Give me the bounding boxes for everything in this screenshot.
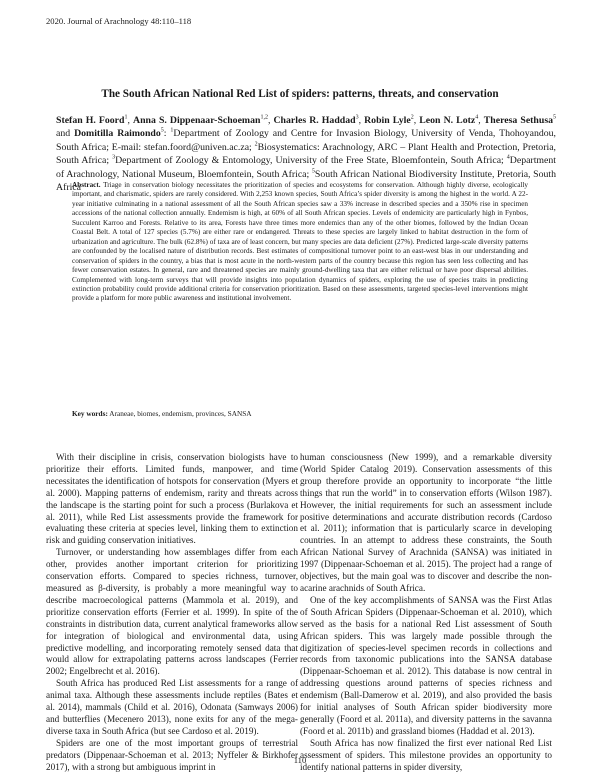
affiliation-text: Department of Zoology and Centre for Invasion Biology, University of Venda, Thohoyandou, South Africa; E-mail: stefan.foord@univen.ac.za xyxy=(56,128,556,153)
keywords-label: Key words: xyxy=(72,409,108,418)
paragraph: Turnover, or understanding how assemblages differ from each other, provides another important criterion for prioritizing conservation efforts. Compared to species richness, turnover, measured as β-diversity, is probably a more meaningful way to describe macroecological patterns (Mammola et al. 2019), and prioritize conservation efforts (Ferrier et al. 1999). In spite of the constraints in distribution data, current analytical frameworks allow for integration of biological and environmental data, using predictive modelling, and incorporating remotely sensed data that would allow for extrapolating patterns across landscapes (Ferrier 2002; Engelbrecht et al. 2016). xyxy=(46,547,298,677)
paragraph: South Africa has now finalized the first ever national Red List assessment of spiders. This milestone provides an opportunity to identify national patterns in spider diversity, xyxy=(300,737,552,772)
affiliation-number: 2 xyxy=(254,141,258,148)
author-name: Leon N. Lotz xyxy=(419,115,476,126)
affiliation-text: Department of Zoology & Entomology, University of the Free State, Bloemfontein, South Africa xyxy=(115,155,502,167)
body-column-left xyxy=(46,452,298,773)
affiliation-number: 1 xyxy=(170,128,174,135)
paragraph: Spiders are one of the most important groups of terrestrial predators (Dippenaar-Schoeman et al. 2013; Nyffeler & Birkhofer 2017), with a strong but ambiguous imprint in xyxy=(46,737,298,772)
abstract xyxy=(72,181,528,304)
authors-block: Stefan H. Foord$^1$, Anna S. Dippenaar-Schoeman$^{1,2}$, Charles R. Haddad$^3$, Robin Lyle$^2$, Leon N. Lotz$^4$, Theresa Sethusa$^5$ and Domitilla Raimondo$^5$: $^1$Department of Zoology and Centre for Invasion Biology, University of Venda, Thohoyandou, South Africa; E-mail: stefan.foord@univen.ac.za; $^2$Biosystematics: Arachnology, ARC – Plant Health and Protection, Pretoria, South Africa; $^3$Department of Zoology & Entomology, University of the Free State, Bloemfontein, South Africa; $^4$Department of Arachnology, National Museum, Bloemfontein, South Africa; $^5$South African National Biodiversity Institute, Pretoria, South Africa xyxy=(56,114,557,194)
affiliation-number: 3 xyxy=(112,154,116,161)
author-name: Anna S. Dippenaar-Schoeman xyxy=(133,115,261,126)
running-head: 2020. Journal of Arachnology 48:110–118 xyxy=(46,16,192,26)
author-name: Robin Lyle xyxy=(364,115,411,126)
affiliation-text: Biosystematics: Arachnology, ARC – Plant Health and Protection, Pretoria, South Africa xyxy=(56,141,556,167)
author-affiliation-marker: 1,2 xyxy=(260,114,268,121)
keywords-text: Araneae, biomes, endemism, provinces, SANSA xyxy=(109,409,252,418)
abstract-label: Abstract. xyxy=(72,181,101,189)
author-name: Stefan H. Foord xyxy=(56,115,125,126)
body-column-right xyxy=(300,452,552,773)
affiliation-text: South African National Biodiversity Institute, Pretoria, South Africa xyxy=(56,168,556,194)
paragraph: One of the key accomplishments of SANSA was the First Atlas of South African Spiders (Dippenaar-Schoeman et al. 2010), which served as the basis for a national Red List assessment of South African spiders. This was largely made possible through the digitization of species-level specimen records in collections and records from taxonomic publications into the SANSA database (Dippenaar-Schoeman et al. 2012). This database is now central in addressing questions around patterns of species richness and endemism (Ball-Damerow et al. 2019), and also provided the basis for initial analyses of South African spider biodiversity more generally (Foord et al. 2011a), and diversity patterns in the savanna (Foord et al. 2011b) and grassland biomes (Haddad et al. 2013). xyxy=(300,594,552,736)
author-affiliation-marker: 5 xyxy=(160,128,164,135)
paragraph: South Africa has produced Red List assessments for a range of animal taxa. Although these assessments include reptiles (Bates et al. 2014), mammals (Child et al. 2016), Odonata (Samways 2006) and butterflies (Mecenero 2013), none exits for any of the mega-diverse taxa in South Africa (but see Cardoso et al. 2019). xyxy=(46,678,298,736)
paragraph: With their discipline in crisis, conservation biologists have to prioritize their efforts. Limited funds, manpower, and time necessitates the identification of hotspots for conservation (Myers et al. 2000). Mapping patterns of endemism, rarity and threats across the landscape is the starting point for such a process (Burlakova et al. 2011), while Red List assessments provide the framework for evaluating these criteria at species level, linking them to extinction risk and guiding conservation initiatives. xyxy=(46,452,298,546)
author-affiliation-marker: 5 xyxy=(553,114,557,121)
author-affiliation-marker: 1 xyxy=(124,114,128,121)
author-name: Theresa Sethusa xyxy=(483,115,554,126)
page-number: 110 xyxy=(293,755,307,765)
affiliation-text: Department of Arachnology, National Museum, Bloemfontein, South Africa xyxy=(56,155,557,180)
affiliation-number: 4 xyxy=(506,154,510,161)
article-title: The South African National Red List of spiders: patterns, threats, and conservation xyxy=(101,88,499,100)
abstract-text: Triage in conservation biology necessitates the prioritization of species and ecosystems for conservation. Although highly diverse, ecologically important, and charismatic, spiders are rarely considered. With 2,253 known species, South Africa’s spider diversity is among the highest in the world. A 22-year initiative culminating in a national assessment of all the South African species saw a 33% increase in described species and a 350% rise in specimen accessions of the national collection annually. Endemism is high, at 60% of all South African species. Levels of endemicity are particularly high in Fynbos, Succulent Karroo and Forests. Relative to its area, Forests have three times more endemics than any of the other biomes, followed by the Indian Ocean Coastal Belt. A total of 127 species (5.7%) are either rare or endangered. Threats to these species are largely linked to habitat destruction in the form of urbanization and agriculture. The bulk (62.8%) of taxa are of least concern, but many species are data deficient (27%). Predicted large-scale diversity patterns are confounded by the localised nature of distribution records. Best estimates of compositional turnover point to an east-west bias in our understanding and conservation of spiders in the country, a bias that is most acute in the north-western parts of the country because this region has seen less collecting and has fewer conservation estates. In general, rare and threatened species are mainly ground-dwelling taxa that are either relictual or have poor dispersal abilities. Complemented with long-term surveys that will provide insights into population dynamics of spiders, exploring the use of species traits in predicting extinction probability could provide additional criteria for conservation prioritization. Based on these assessments, targeted species-level interventions might provide a platform for more public awareness and institutional involvement. xyxy=(72,181,528,303)
author-affiliation-marker: 2 xyxy=(410,114,414,121)
author-name: Domitilla Raimondo xyxy=(74,128,161,140)
keywords xyxy=(72,409,528,418)
paragraph: human consciousness (New 1999), and a remarkable diversity (World Spider Catalog 2019). Conservation assessments of this group therefore provide an opportunity to incorporate “the little things that run the world” in to conservation efforts (Wilson 1987). However, the initial requirements for such an assessment include positive determinations and accurate distribution records (Cardoso et al. 2011); information that is particularly scarce in developing countries. In an attempt to address these constraints, the South African National Survey of Arachnida (SANSA) was initiated in 1997 (Dippenaar-Schoeman et al. 2015). The project had a range of objectives, but the main goal was to discover and describe the non-acarine arachnids of South Africa. xyxy=(300,452,552,593)
author-affiliation-marker: 4 xyxy=(475,114,479,121)
author-name: Charles R. Haddad xyxy=(273,115,356,126)
author-affiliation-marker: 3 xyxy=(355,114,359,121)
affiliation-number: 5 xyxy=(311,168,315,175)
